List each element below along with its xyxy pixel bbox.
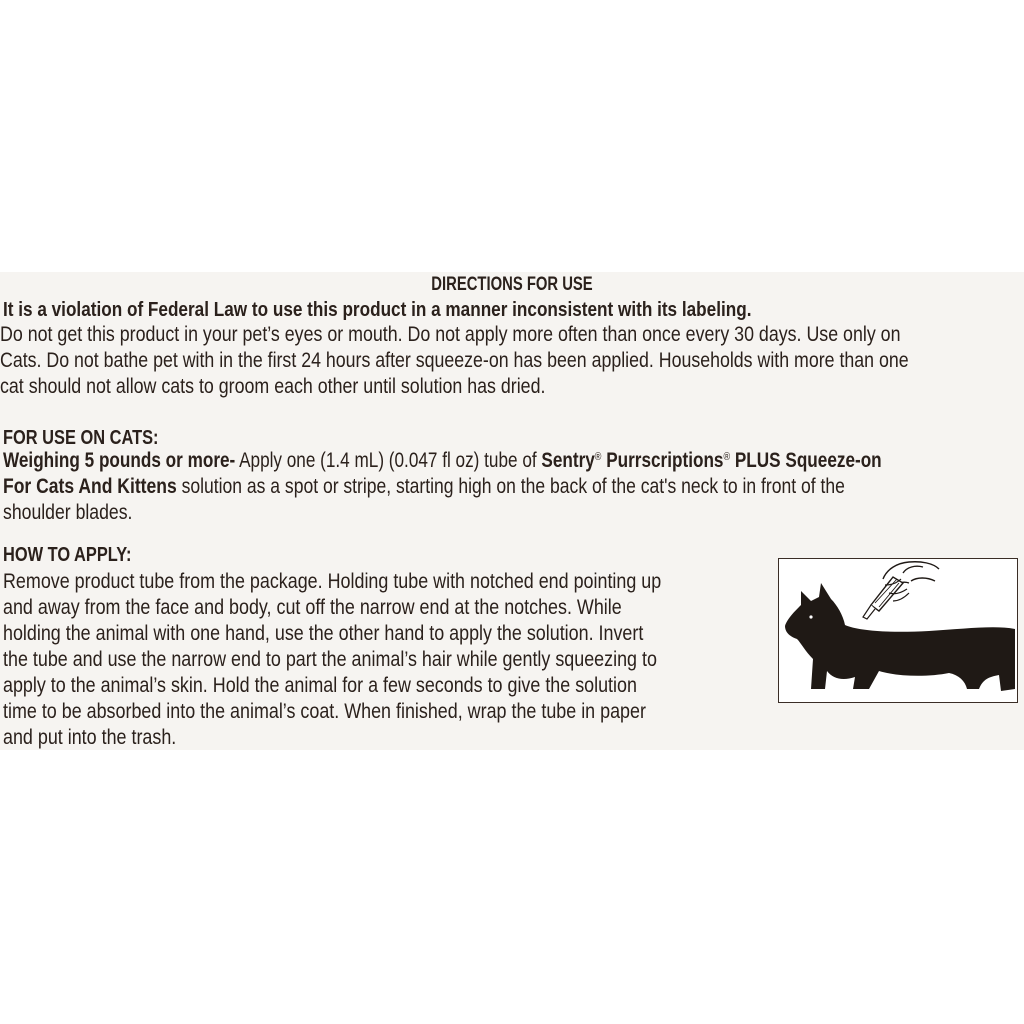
registered-mark: ® <box>594 451 602 463</box>
cat-application-illustration <box>778 558 1018 703</box>
product-name-1: Purrscriptions <box>601 449 724 472</box>
apply-line-3: holding the animal with one hand, use the other hand to apply the solution. Invert <box>3 622 644 645</box>
weight-label: Weighing 5 pounds or more- <box>3 449 236 472</box>
directions-title: DIRECTIONS FOR USE <box>431 274 593 295</box>
brand-name: Sentry <box>541 449 595 472</box>
apply-line-6: time to be absorbed into the animal’s coat. When finished, wrap the tube in paper <box>3 700 646 723</box>
product-name-2: PLUS Squeeze-on <box>730 449 882 472</box>
warning-line-1: Do not get this product in your pet’s eyes or mouth. Do not apply more often than once every 30 days. Use only on <box>0 323 901 346</box>
apply-line-5: apply to the animal’s skin. Hold the animal for a few seconds to give the solution <box>3 674 637 697</box>
apply-text: Apply one (1.4 mL) (0.047 fl oz) tube of <box>235 449 542 472</box>
product-name-3: For Cats And Kittens <box>3 475 177 498</box>
apply-line-4: the tube and use the narrow end to part the animal’s hair while gently squeezing to <box>3 648 657 671</box>
cats-dosage-line-2 <box>3 474 845 500</box>
warning-line-3: cat should not allow cats to groom each other until solution has dried. <box>0 375 546 398</box>
warning-line-2: Cats. Do not bathe pet with in the first 24 hours after squeeze-on has been applied. Households with more than one <box>0 349 909 372</box>
apply-line-2: and away from the face and body, cut off the narrow end at the notches. While <box>3 596 622 619</box>
cat-squeeze-tube-illustration-icon <box>779 559 1019 704</box>
directions-panel <box>0 272 1024 750</box>
how-to-apply-heading: HOW TO APPLY: <box>3 544 132 566</box>
apply-line-7: and put into the trash. <box>3 726 177 749</box>
registered-mark-2: ® <box>723 451 731 463</box>
cats-dosage-line-1 <box>3 448 882 474</box>
cats-dosage-line-3: shoulder blades. <box>3 501 133 524</box>
apply-line-1: Remove product tube from the package. Holding tube with notched end pointing up <box>3 570 662 593</box>
cats-heading: FOR USE ON CATS: <box>3 427 159 449</box>
cats-line2-rest: solution as a spot or stripe, starting high on the back of the cat's neck to in front of the <box>176 475 845 498</box>
federal-law-statement: It is a violation of Federal Law to use this product in a manner inconsistent with its labeling. <box>3 299 752 321</box>
